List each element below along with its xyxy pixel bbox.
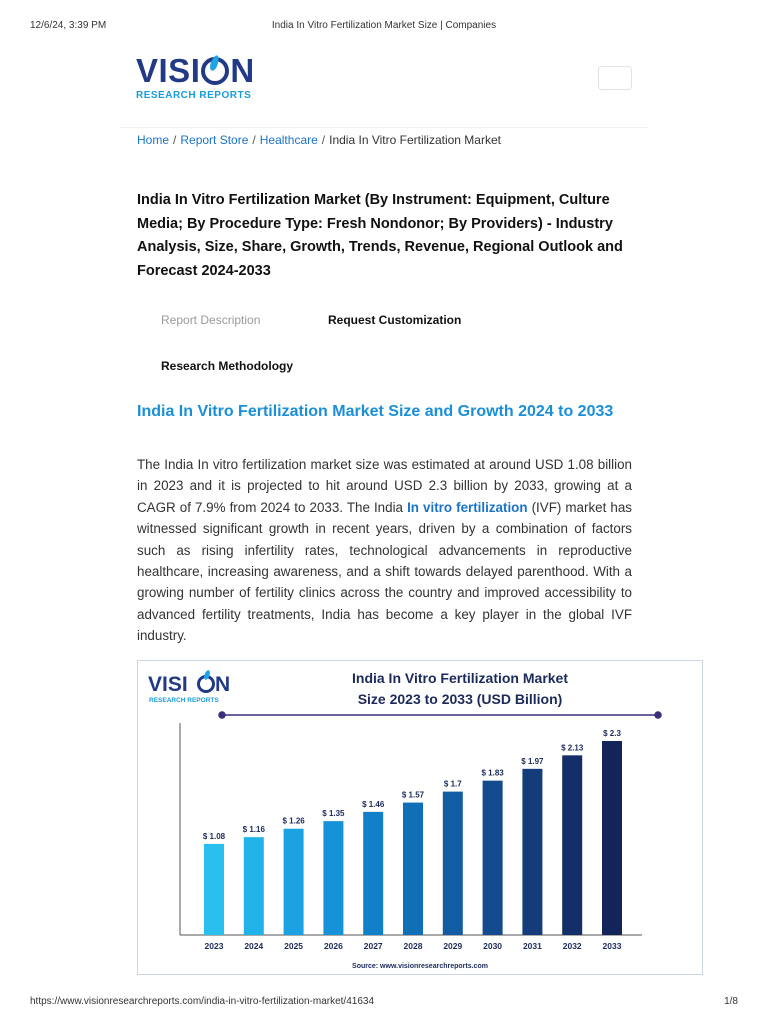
site-header (120, 44, 648, 128)
print-page-number: 1/8 (724, 996, 738, 1007)
logo-subtitle: RESEARCH REPORTS (136, 90, 252, 101)
body-text-part2: (IVF) market has witnessed significant growth in recent years, driven by a combination of factors such as rising infertility rates, technological advancements in reproductive healthcare, increasing awareness, and a shift towards delayed parenthood. With a growing number of fertility clinics across the country and improved accessibility to advanced fertility treatments, India has become a key player in the global IVF industry. (137, 499, 632, 644)
chart-value-label-2033: $ 2.3 (603, 729, 621, 738)
chart-x-tick-2025: 2025 (284, 941, 304, 951)
chart-bar-2033 (602, 741, 622, 935)
chart-x-tick-2026: 2026 (323, 941, 343, 951)
print-page-title: India In Vitro Fertilization Market Size | Companies (271, 20, 497, 31)
section-heading: India In Vitro Fertilization Market Size and Growth 2024 to 2033 (137, 403, 614, 420)
chart-value-label-2027: $ 1.46 (362, 799, 385, 809)
chart-bar-2027 (363, 812, 383, 935)
chart-bar-2023 (204, 844, 224, 935)
chart-x-tick-2023: 2023 (204, 941, 224, 951)
chart-x-tick-2030: 2030 (483, 941, 503, 951)
breadcrumb-separator: / (252, 133, 256, 147)
logo-o-icon (201, 57, 229, 85)
tab-report-description[interactable]: Report Description (161, 313, 261, 327)
tab-request-customization[interactable]: Request Customization (328, 313, 462, 327)
chart-value-label-2025: $ 1.26 (282, 816, 305, 826)
chart-bar-2030 (483, 781, 503, 935)
chart-value-label-2028: $ 1.57 (401, 790, 425, 800)
chart-svg (138, 661, 702, 974)
chart-value-label-2031: $ 1.97 (521, 756, 544, 766)
chart-logo-subtitle: RESEARCH REPORTS (149, 697, 219, 704)
chart-bar-2032 (562, 755, 582, 935)
chart-value-label-2023: $ 1.08 (202, 831, 226, 841)
chart-x-tick-2033: 2033 (602, 941, 622, 951)
logo-wordmark (136, 54, 255, 88)
tab-research-methodology[interactable]: Research Methodology (161, 359, 294, 373)
market-size-chart (137, 660, 703, 975)
ivf-link[interactable]: In vitro fertilization (407, 499, 528, 515)
chart-x-tick-2029: 2029 (443, 941, 463, 951)
breadcrumb-home[interactable]: Home (137, 133, 170, 147)
site-logo[interactable] (136, 54, 255, 101)
chart-bar-2031 (522, 769, 542, 935)
body-text-part1: The India In vitro fertilization market size was estimated at around USD 1.08 billion in 2023 and it is projected to hit around USD 2.3 billion by 2033, growing at a CAGR of 7.9% from 2024 to 2033. The India (137, 457, 632, 515)
logo-word-start: VISI (136, 52, 201, 89)
chart-x-tick-2024: 2024 (244, 941, 264, 951)
chart-title-line2: Size 2023 to 2033 (USD Billion) (357, 691, 563, 707)
breadcrumb-separator: / (173, 133, 177, 147)
chart-bar-2025 (284, 829, 304, 935)
breadcrumb-separator: / (321, 133, 326, 147)
breadcrumb-report-store[interactable]: Report Store (180, 133, 249, 147)
logo-word-end: N (230, 52, 255, 89)
print-date: 12/6/24, 3:39 PM (30, 20, 107, 31)
print-footer (0, 994, 768, 1024)
chart-value-label-2024: $ 1.16 (242, 825, 265, 835)
print-url: https://www.visionresearchreports.com/india-in-vitro-fertilization-market/41634 (30, 996, 375, 1007)
chart-x-tick-2028: 2028 (403, 941, 423, 951)
chart-bar-2026 (323, 821, 343, 935)
chart-bar-2029 (443, 792, 463, 935)
breadcrumb-healthcare[interactable]: Healthcare (259, 133, 318, 147)
chart-value-label-2030: $ 1.83 (481, 768, 504, 778)
chart-value-label-2032: $ 2.13 (561, 743, 584, 753)
chart-x-tick-2032: 2032 (562, 941, 582, 951)
chart-bars (203, 729, 622, 951)
chart-bar-2028 (403, 803, 423, 935)
chart-x-tick-2027: 2027 (363, 941, 383, 951)
page-title: India In Vitro Fertilization Market (By Instrument: Equipment, Culture Media; By Procedure Type: Fresh Nondonor; By Providers) - Industry Analysis, Size, Share, Growth, Trends, Revenue, Regional Outlook and Forecast 2024-2033 (137, 192, 623, 279)
chart-logo (148, 669, 230, 704)
chart-logo-word-start: VISI (148, 673, 188, 696)
chart-bar-2024 (244, 837, 264, 935)
chart-title-line1: India In Vitro Fertilization Market (352, 670, 568, 686)
menu-toggle-button[interactable] (598, 66, 632, 90)
breadcrumb (137, 133, 501, 147)
breadcrumb-current: India In Vitro Fertilization Market (329, 133, 501, 147)
print-header (0, 0, 768, 30)
chart-value-label-2026: $ 1.35 (322, 809, 345, 819)
chart-x-tick-2031: 2031 (522, 941, 542, 951)
chart-logo-word-end: N (215, 673, 231, 696)
chart-value-label-2029: $ 1.7 (443, 779, 462, 789)
chart-source: Source: www.visionresearchreports.com (352, 963, 488, 970)
section-body-text (137, 454, 632, 647)
